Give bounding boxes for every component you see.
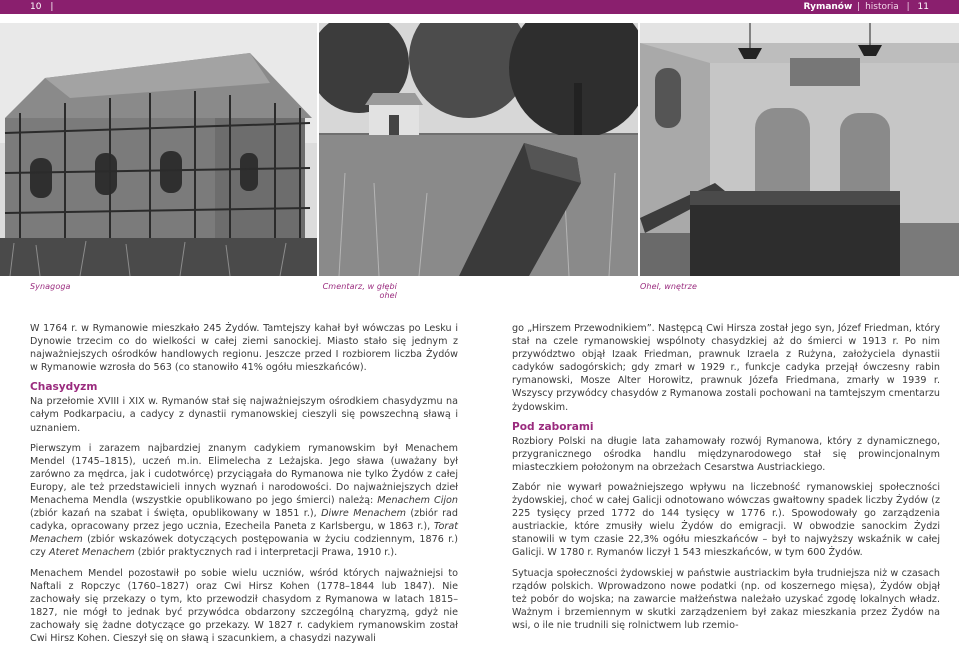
running-head-separator: |	[857, 2, 861, 12]
section-heading-partitions: Pod zaborami	[512, 420, 594, 433]
section-heading-hasidism: Chasydyzm	[30, 381, 98, 394]
book-title: Menachem Cijon	[377, 495, 458, 507]
caption-ohel: Ohel, wnętrze	[640, 282, 697, 291]
paragraph: Sytuacja społeczności żydowskiej w państwie austriackim była trudniejsza niż w czasach rządów polskich. Wprowadzono nowe podatki (np. od koszernego mięsa), Żydów objął też pobór do wojska; na zawarcie małżeństwa należało uzyskać zgodę lokalnych władz. Ważnym i brzemiennym w skutki zarządzeniem był zakaz mieszkania przez Żydów na wsi, o ile nie trudnili się rolnictwem lub rzemio-	[512, 567, 940, 631]
running-head-section: historia	[865, 2, 899, 12]
paragraph: Na przełomie XVIII i XIX w. Rymanów stał się najważniejszym ośrodkiem chasydyzmu na całym Podkarpaciu, a cadycy z dynastii rymanowskiej cieszyli się powszechną sławą i uznaniem.	[30, 396, 458, 434]
paragraph-works	[30, 442, 458, 560]
page-number-left: 10	[30, 2, 42, 12]
paragraph: Zabór nie wywarł poważniejszego wpływu na liczebność rymanowskiej społeczności żydowskiej, choć w całej Galicji odnotowano wówczas gwałtowny spadek liczby Żydów (z 225 tysięcy przed 1772 do 144 tysięcy w 1776 r.). Spowodowały go zarządzenia austriackie, które zmusiły wielu Żydów do emigracji. W obwodzie sanockim Żydzi stanowili w tym czasie 22,3% ogółu mieszkańców – był to najwyższy wskaźnik w całej Galicji. W 1780 r. Rymanów liczył 1 543 mieszkańców, w tym 600 Żydów.	[512, 481, 940, 559]
page-number-right: 11	[917, 2, 929, 12]
running-head-town: Rymanów	[803, 2, 853, 12]
caption-synagogue: Synagoga	[30, 282, 71, 291]
book-title: Diwre Menachem	[321, 508, 406, 520]
text-column-left	[30, 322, 458, 652]
header-left	[30, 0, 53, 14]
book-title: Torat Menachem	[30, 521, 458, 546]
running-head-separator-2: |	[906, 2, 910, 12]
paragraph: Rozbiory Polski na długie lata zahamowały rozwój Rymanowa, który z dynamicznego, przygranicznego ośrodka handlu międzynarodowego stał się prowincjonalnym miasteczkiem położonym na obrzeżach Cesarstwa Austriackiego.	[512, 435, 940, 473]
text-run: (zbiór kazań na szabat i święta, opublikowany w 1851 r.),	[30, 508, 322, 520]
text-run: (zbiór rad cadyka, opracowany przez jego ucznia, Ezecheila Paneta z Karlsbergu, w 1863 r.),	[30, 508, 458, 533]
text-run: Pierwszym i zarazem najbardziej znanym cadykiem rymanowskim był Menachem Mendel (1745–1815), uczeń m.in. Elimelecha z Leżajska. Jego sława (uważany był zarówno za mędrca, jak i cudotwórcę) przyciągała do Rymanowa nie tylko Żydów z całej Europy, ale też przedstawicieli innych wyznań i narodowości. Do najważniejszych dzieł Menachema Mendla (wszystkie opublikowano po jego śmierci) należą:	[30, 442, 458, 507]
paragraph: Menachem Mendel pozostawił po sobie wielu uczniów, wśród których najważniejsi to Naftali z Ropczyc (1760–1827) oraz Cwi Hirsz Kohen (1778–1844 lub 1847). Nie zachowały się przekazy o tym, kto przewodził chasydom z Rymanowa w latach 1815–1827, nie mógł to jednak być przywódca obdarzony szczególną charyzmą, gdyż nie zachowały się żadne dotyczące go przekazy. W 1827 r. cadykiem rymanowskim został Cwi Hirsz Kohen. Cieszył się on sławą i szacunkiem, a chasydzi nazywali	[30, 567, 458, 644]
paragraph: W 1764 r. w Rymanowie mieszkało 245 Żydów. Tamtejszy kahał był wówczas po Lesku i Dynowie trzecim co do wielkości w całej ziemi sanockiej. Miasto stało się jednym z najważniejszych ośrodków handlowych regionu. Jeszcze przed I rozbiorem liczba Żydów w Rymanowie wzrosła do 563 (co stanowiło 41% ogółu mieszkańców).	[30, 323, 458, 374]
text-column-right	[512, 322, 940, 639]
photo-ohel-interior	[640, 23, 959, 276]
photo-cemetery	[319, 23, 638, 276]
book-title: Ateret Menachem	[49, 547, 135, 559]
header-right	[804, 0, 929, 14]
caption-cemetery: Cmentarz, w głębi ohel	[322, 282, 397, 300]
page-header	[0, 0, 959, 14]
photo-synagogue	[0, 23, 317, 276]
paragraph: go „Hirszem Przewodnikiem”. Następcą Cwi Hirsza został jego syn, Józef Friedman, który stał na czele rymanowskiej wspólnoty chasydzkiej aż do śmierci w 1913 r. Po nim przywództwo objął Izaak Friedman, prawnuk Izraela z Rużyna, założyciela dynastii cadyków sadogórskich; gdy zmarł w 1929 r., funkcje cadyka przejął ówczesny rabin rymanowski, Mosze Alter Horowitz, prawnuk Józefa Friedmana, zmarły w 1939 r. Wszyscy przywódcy chasydów z Rymanowa zostali pochowani na tamtejszym cmentarzu żydowskim.	[512, 323, 940, 413]
page-separator: |	[50, 2, 54, 12]
text-run: (zbiór wskazówek dotyczących postępowania w życiu codziennym, 1876 r.) czy	[30, 534, 458, 559]
text-run: (zbiór praktycznych rad i interpretacji Prawa, 1910 r.).	[134, 547, 398, 559]
